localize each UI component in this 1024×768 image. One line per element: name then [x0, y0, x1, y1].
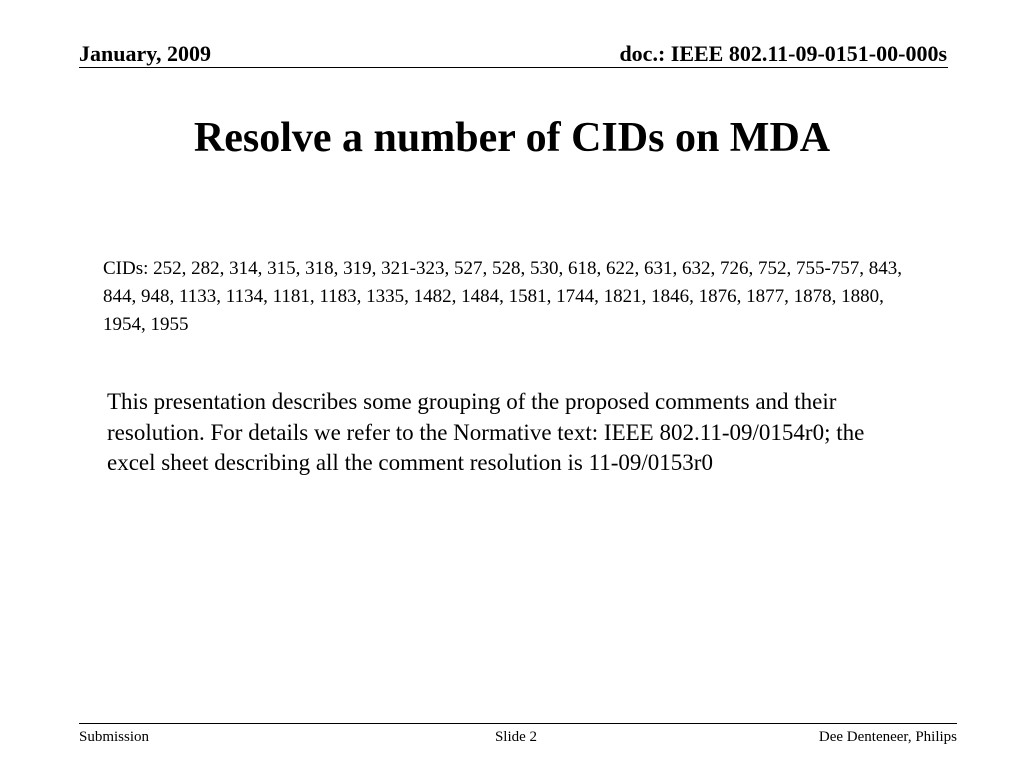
footer-divider: [79, 723, 957, 724]
header-doc-id: doc.: IEEE 802.11-09-0151-00-000s: [619, 41, 947, 66]
cid-list: CIDs: 252, 282, 314, 315, 318, 319, 321-323, 527, 528, 530, 618, 622, 631, 632, 726, 752, 755-757, 843, 844, 948, 1133, 1134, 1181, 1183, 1335, 1482, 1484, 1581, 1744, 1821, 1846, 1876, 1877, 1878, 1880, 1954, 1955: [103, 258, 903, 335]
slide-title: Resolve a number of CIDs on MDA: [193, 115, 831, 161]
header-divider: [79, 67, 948, 68]
description-paragraph: This presentation describes some grouping of the proposed comments and their resolution. For details we refer to the Normative text: IEEE 802.11-09/0154r0; the excel sheet describing all the comment resolution is 11-09/0153r0: [107, 389, 865, 475]
header-date: January, 2009: [79, 41, 212, 66]
footer-slide-number: Slide 2: [494, 729, 538, 745]
footer-submission: Submission: [79, 729, 150, 745]
footer-author: Dee Denteneer, Philips: [818, 729, 957, 745]
